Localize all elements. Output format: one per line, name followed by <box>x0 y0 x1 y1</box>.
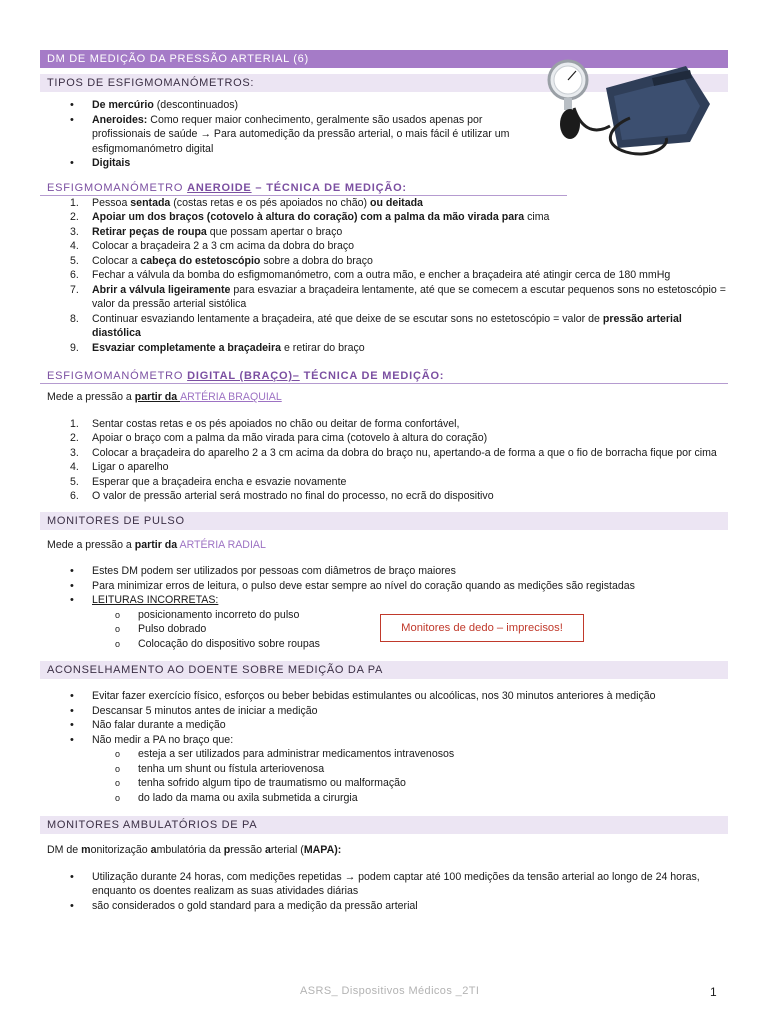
list-item: o posicionamento incorreto do pulso <box>138 608 728 623</box>
list-item: o Colocação do dispositivo sobre roupas <box>138 637 728 652</box>
bold-text: pressão arterial diastólica <box>92 312 682 339</box>
aneroid-heading <box>40 180 567 196</box>
step-item <box>70 489 728 504</box>
pulse-intro <box>40 538 728 553</box>
text: sobre a dobra do braço <box>260 254 373 267</box>
step-item <box>70 312 728 341</box>
bold-text: sentada <box>130 196 171 209</box>
bold-text: a <box>264 844 271 856</box>
footer-label: ASRS_ Dispositivos Médicos _2TI <box>300 985 480 997</box>
text: Esperar que a braçadeira encha e esvazie novamente <box>92 475 347 488</box>
list-item: • Não falar durante a medição <box>92 718 728 733</box>
page-number: 1 <box>710 985 717 999</box>
step-item <box>70 460 728 475</box>
pulse-heading: MONITORES DE PULSO <box>40 512 728 530</box>
step-number: 2. <box>70 211 79 223</box>
bold-text: Esvaziar completamente a braçadeira <box>92 341 282 354</box>
list-item: o tenha sofrido algum tipo de traumatismo ou malformação <box>138 776 728 791</box>
list-item: o do lado da mama ou axila submetida a cirurgia <box>138 791 728 806</box>
step-item <box>70 268 728 283</box>
text: Como requer maior conhecimento, geralmente são usados apenas por profissionais de saúde → Para automedição da pressão arterial, o mais fácil é utilizar um esfigmomanómetro digital <box>92 113 510 155</box>
sphygmomanometer-image <box>540 56 730 161</box>
title-bar: DM DE MEDIÇÃO DA PRESSÃO ARTERIAL (6) <box>40 50 728 68</box>
text: Apoiar o braço com a palma da mão virada para cima (cotovelo à altura do coração) <box>92 432 488 444</box>
step-item <box>70 239 728 254</box>
digital-heading <box>40 368 728 384</box>
text: rterial ( <box>270 844 304 856</box>
list-item: • Estes DM podem ser utilizados por pessoas com diâmetros de braço maiores <box>92 564 728 579</box>
step-number: 6. <box>70 490 79 502</box>
list-item <box>92 113 542 157</box>
step-item <box>70 196 728 211</box>
pulse-intro-pre: Mede a pressão a <box>47 538 135 551</box>
text: onitorização <box>90 844 151 856</box>
text: Continuar esvaziando lentamente a braçadeira, até que deixe de se escutar sons no estetoscópio = valor de <box>92 312 603 325</box>
step-item <box>70 210 728 225</box>
step-number: 1. <box>70 417 79 430</box>
bold-text: De mercúrio <box>92 99 154 111</box>
text: ressão <box>230 844 265 856</box>
incorrect-readings-label: LEITURAS INCORRETAS: <box>92 594 219 606</box>
text: Fechar a válvula da bomba do esfigmomanómetro, com a outra mão, e encher a braçadeira até atingir cerca de 180 mmHg <box>92 269 671 281</box>
aneroid-steps <box>40 196 728 356</box>
text: Colocar a braçadeira do aparelho 2 a 3 cm acima da dobra do braço nu, apertando-a de forma a que o fio de borracha fique por cima <box>92 446 717 459</box>
list-item <box>92 156 542 171</box>
advice-list <box>40 689 728 805</box>
digital-artery-link[interactable]: ARTÉRIA BRAQUIAL <box>180 391 282 403</box>
step-number: 4. <box>70 240 79 252</box>
bold-text: a <box>150 844 157 856</box>
text: para esvaziar a braçadeira lentamente, até que se comecem a escutar pequenos sons no estetoscópio = valor da pressão arterial sistólica <box>92 283 726 310</box>
step-number: 5. <box>70 475 79 488</box>
text: (descontinuados) <box>153 99 239 111</box>
step-item <box>70 446 728 461</box>
aneroid-heading-pre: ESFIGMOMANÓMETRO <box>47 181 188 194</box>
aneroid-heading-underlined: ANEROIDE <box>187 181 252 194</box>
digital-steps <box>40 417 728 504</box>
step-number: 5. <box>70 254 79 267</box>
list-item: • Para minimizar erros de leitura, o pulso deve estar sempre ao nível do coração quando as medições são registadas <box>92 579 728 594</box>
text: O valor de pressão arterial será mostrado no final do processo, no ecrã do dispositivo <box>92 490 494 502</box>
bold-text: ou deitada <box>369 196 423 209</box>
text: Colocar a <box>92 254 141 267</box>
pulse-artery-label: ARTÉRIA RADIAL <box>177 538 266 551</box>
digital-heading-underlined: DIGITAL (BRAÇO)– <box>187 370 300 382</box>
types-heading: TIPOS DE ESFIGMOMANÓMETROS: <box>40 74 728 92</box>
step-item <box>70 417 728 432</box>
text: Colocar a braçadeira 2 a 3 cm acima da dobra do braço <box>92 240 355 252</box>
aneroid-heading-post: – TÉCNICA DE MEDIÇÃO: <box>251 181 407 194</box>
text: cima <box>524 211 550 223</box>
list-item: o Pulso dobrado <box>138 622 728 637</box>
bold-text: p <box>223 844 231 856</box>
ambulatory-intro <box>40 843 728 858</box>
document-page <box>40 50 728 913</box>
step-number: 7. <box>70 283 79 296</box>
step-number: 2. <box>70 432 79 444</box>
step-number: 1. <box>70 196 79 209</box>
text: e retirar do braço <box>281 341 365 354</box>
bold-text: Apoiar um dos braços (cotovelo à altura do coração) com a palma da mão virada para <box>92 211 525 223</box>
digital-intro-pre: Mede a pressão a <box>47 391 135 403</box>
list-item: • são considerados o gold standard para a medição da pressão arterial <box>92 899 728 914</box>
advice-heading: ACONSELHAMENTO AO DOENTE SOBRE MEDIÇÃO DA PA <box>40 661 728 679</box>
step-number: 3. <box>70 225 79 238</box>
digital-heading-post: TÉCNICA DE MEDIÇÃO: <box>299 370 445 382</box>
text: que possam apertar o braço <box>206 225 343 238</box>
ambulatory-list <box>40 870 728 914</box>
list-item <box>92 98 542 113</box>
step-number: 4. <box>70 461 79 473</box>
bold-text: Aneroides: <box>92 113 148 126</box>
step-item <box>70 431 728 446</box>
step-item <box>70 225 728 240</box>
list-item: • Evitar fazer exercício físico, esforços ou beber bebidas estimulantes ou alcoólicas, nos 30 minutos anteriores à medição <box>92 689 728 704</box>
ambulatory-heading: MONITORES AMBULATÓRIOS DE PA <box>40 816 728 834</box>
digital-intro <box>40 390 728 405</box>
pulse-intro-bold: partir da <box>134 538 178 551</box>
bold-text: m <box>81 844 91 856</box>
step-number: 8. <box>70 312 79 325</box>
step-item <box>70 341 728 356</box>
advice-sub-list <box>92 747 728 805</box>
bold-text: cabeça do estetoscópio <box>140 254 261 267</box>
list-item: • Utilização durante 24 horas, com medições repetidas → podem captar até 100 medições da tensão arterial ao longo de 24 horas, enquanto os doentes realizam as suas atividades diárias <box>92 870 728 899</box>
bold-text: Digitais <box>92 157 131 169</box>
finger-monitor-note: Monitores de dedo – imprecisos! <box>380 614 584 642</box>
list-item: o tenha um shunt ou fístula arteriovenosa <box>138 762 728 777</box>
list-item: o esteja a ser utilizados para administrar medicamentos intravenosos <box>138 747 728 762</box>
digital-heading-pre: ESFIGMOMANÓMETRO <box>47 370 188 382</box>
bold-text: Retirar peças de roupa <box>92 225 207 238</box>
text: DM de <box>47 844 82 856</box>
text: Sentar costas retas e os pés apoiados no chão ou deitar de forma confortável, <box>92 417 460 430</box>
step-number: 9. <box>70 341 79 354</box>
bold-text: Abrir a válvula ligeiramente <box>92 283 231 296</box>
step-number: 3. <box>70 446 79 459</box>
list-item: • Não medir a PA no braço que: <box>92 733 728 748</box>
text: Ligar o aparelho <box>92 461 169 473</box>
types-list <box>40 98 542 171</box>
step-item <box>70 254 728 269</box>
step-item <box>70 475 728 490</box>
step-item <box>70 283 728 312</box>
advice-sub-wrapper <box>92 747 728 805</box>
text: Pessoa <box>92 196 131 209</box>
list-item: • Descansar 5 minutos antes de iniciar a medição <box>92 704 728 719</box>
step-number: 6. <box>70 269 79 281</box>
bold-text: MAPA): <box>303 844 342 856</box>
text: (costas retas e os pés apoiados no chão) <box>170 196 370 209</box>
digital-intro-underlined: partir da <box>134 391 181 403</box>
text: mbulatória da <box>156 844 224 856</box>
